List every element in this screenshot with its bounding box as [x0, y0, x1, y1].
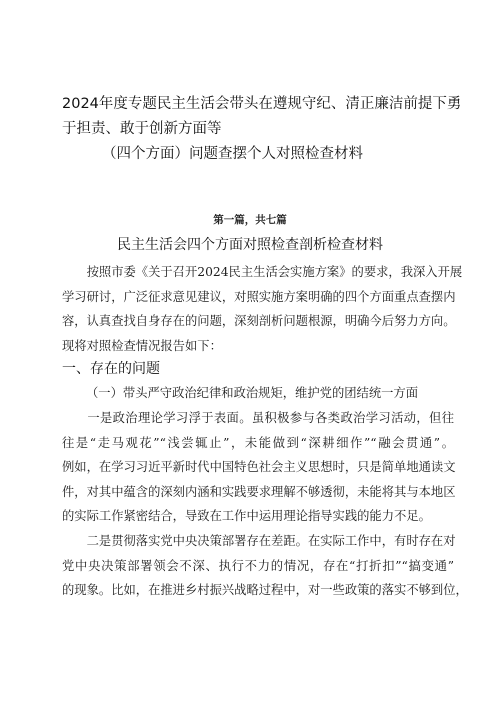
paragraph-line: 二是贯彻落实党中央决策部署存在差距。在实际工作中，有时存在对 — [62, 534, 456, 548]
paragraph-line: 的实际工作紧密结合，导致在工作中运用理论指导实践的能力不足。 — [62, 509, 431, 523]
document-subtitle: 民主生活会四个方面对照检查剖析检查材料 — [117, 237, 383, 253]
intro-line: 现将对照检查情况报告如下： — [62, 338, 222, 353]
intro-paragraph — [62, 260, 463, 358]
part-label: 第一篇，共七篇 — [213, 214, 287, 226]
paragraph-line: 例如，在学习习近平新时代中国特色社会主义思想时，只是简单地通读文 — [62, 460, 456, 474]
title-line-2: 于担责、敢于创新方面等 — [62, 121, 222, 137]
paragraph-line: 往是“走马观花”“浅尝辄止”，未能做到“深耕细作”“融会贯通”。 — [62, 435, 454, 450]
paragraph-line: 党中央决策部署领会不深、执行不力的情况，存在“打折扣”“搞变通” — [62, 558, 454, 573]
intro-line: 容，认真查找自身存在的问题，深刻剖析问题根源，明确今后努力方向。 — [62, 314, 456, 328]
paragraph-theory-study — [62, 406, 454, 529]
title-line-1: 2024年度专题民主生活会带头在遵规守纪、清正廉洁前提下勇 — [62, 96, 462, 112]
paragraph-line: 一是政治理论学习浮于表面。虽积极参与各类政治学习活动，但往 — [62, 411, 454, 425]
paragraph-line: 件，对其中蕴含的深刻内涵和实践要求理解不够透彻，未能将其与本地区 — [62, 484, 456, 499]
intro-line: 学习研讨，广泛征求意见建议，对照实施方案明确的四个方面重点查摆内 — [62, 289, 456, 304]
section-heading-problems: 一、存在的问题 — [62, 361, 160, 377]
paragraph-line: 的现象。比如，在推进乡村振兴战略过程中，对一些政策的落实不够到位， — [62, 583, 468, 597]
document-title — [62, 92, 482, 167]
title-line-3: （四个方面）问题查摆个人对照检查材料 — [102, 146, 363, 162]
intro-line: 按照市委《关于召开2024民主生活会实施方案》的要求，我深入开展 — [62, 265, 463, 279]
paragraph-policy-implementation — [62, 529, 468, 603]
subsection-heading-1: （一）带头严守政治纪律和政治规矩，维护党的团结统一方面 — [86, 386, 419, 400]
